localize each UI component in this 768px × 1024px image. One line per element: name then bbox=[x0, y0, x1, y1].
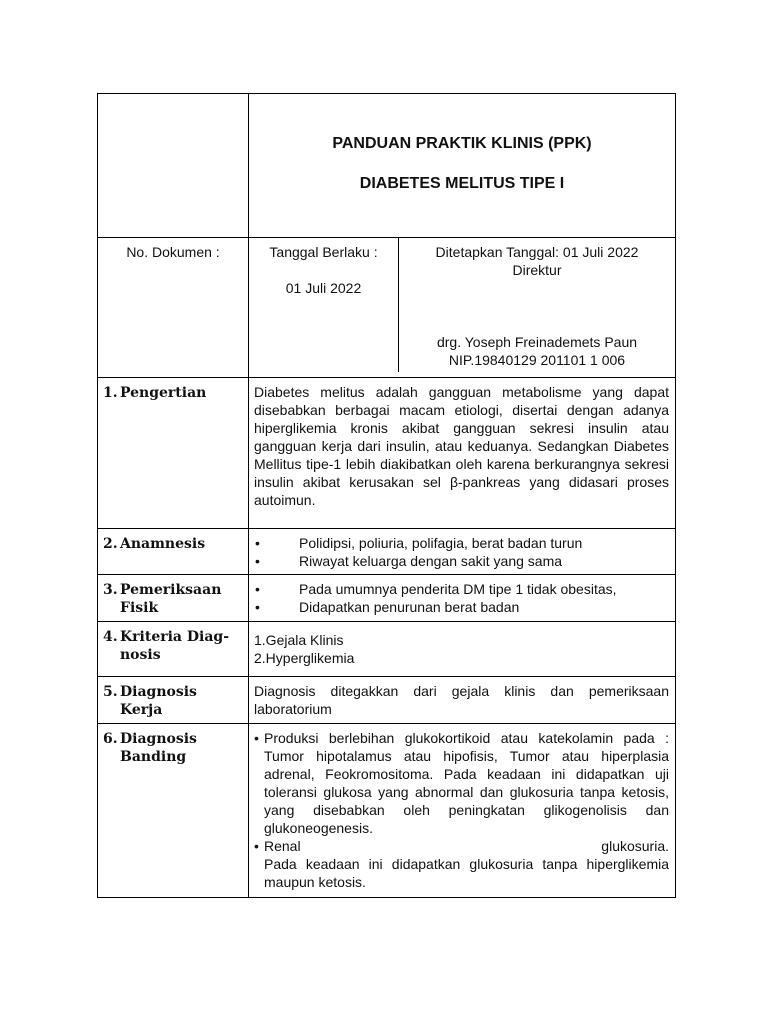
document-title: PANDUAN PRAKTIK KLINIS (PPK) bbox=[332, 135, 592, 152]
effective-date-label: Tanggal Berlaku : bbox=[269, 244, 378, 260]
row-diagnosis-kerja bbox=[98, 677, 676, 724]
list-pemeriksaan bbox=[249, 575, 676, 622]
title-row bbox=[98, 94, 676, 238]
director-label: Direktur bbox=[512, 262, 562, 278]
list-item: • Didapatkan penurunan berat badan bbox=[255, 599, 520, 615]
label-anamnesis: 2. Anamnesis bbox=[98, 529, 249, 575]
list-item: • Polidipsi, poliuria, polifagia, berat badan turun bbox=[255, 535, 583, 551]
doc-number-cell bbox=[98, 238, 249, 378]
list-item: 2.Hyperglikemia bbox=[254, 650, 355, 666]
label-pemeriksaan: 3. Pemeriksaan Fisik bbox=[98, 575, 249, 622]
meta-row bbox=[98, 238, 676, 378]
row-kriteria bbox=[98, 622, 676, 677]
row-diagnosis-banding bbox=[98, 724, 676, 898]
effective-date-cell bbox=[249, 238, 399, 372]
list-item: • Renal glukosuria. Pada keadaan ini didapatkan glukosuria tanpa hiperglikemia maupun ketosis. bbox=[254, 838, 669, 890]
ppk-document-table bbox=[97, 93, 676, 898]
meta-right-cell bbox=[249, 238, 676, 378]
row-anamnesis bbox=[98, 529, 676, 575]
list-kriteria bbox=[249, 622, 676, 677]
logo-cell bbox=[98, 94, 249, 238]
row-pemeriksaan bbox=[98, 575, 676, 622]
approved-date: Ditetapkan Tanggal: 01 Juli 2022 bbox=[435, 244, 639, 260]
text-diagnosis-kerja: Diagnosis ditegakkan dari gejala klinis dan pemeriksaan laboratorium bbox=[249, 677, 676, 724]
label-diagnosis-banding: 6. Diagnosis Banding bbox=[98, 724, 249, 898]
list-item: • Produksi berlebihan glukokortikoid atau katekolamin pada : Tumor hipotalamus atau hipofisis, Tumor atau hiperplasia adrenal, Feokromositoma. Pada keadaan ini didapatkan uji toleransi glukosa yang abnormal dan glukosuria tanpa ketosis, yang disebabkan oleh peningkatan glikogenolisis dan glukoneogenesis. bbox=[254, 730, 669, 836]
list-anamnesis bbox=[249, 529, 676, 575]
title-cell bbox=[249, 94, 676, 238]
director-name: drg. Yoseph Freinademets Paun bbox=[436, 334, 638, 350]
document-subtitle: DIABETES MELITUS TIPE I bbox=[359, 175, 565, 192]
approval-cell bbox=[399, 238, 675, 372]
doc-number-label: No. Dokumen : bbox=[126, 244, 220, 260]
director-nip: NIP.19840129 201101 1 006 bbox=[448, 352, 626, 368]
list-item: 1.Gejala Klinis bbox=[254, 632, 344, 648]
label-kriteria: 4. Kriteria Diag- nosis bbox=[98, 622, 249, 677]
row-pengertian bbox=[98, 378, 676, 529]
list-item: • Pada umumnya penderita DM tipe 1 tidak obesitas, bbox=[255, 581, 617, 597]
list-item: • Riwayat keluarga dengan sakit yang sama bbox=[255, 553, 563, 569]
effective-date-value: 01 Juli 2022 bbox=[285, 280, 362, 296]
label-diagnosis-kerja: 5. Diagnosis Kerja bbox=[98, 677, 249, 724]
text-pengertian: Diabetes melitus adalah gangguan metabolisme yang dapat disebabkan berbagai macam etiologi, disertai dengan adanya hiperglikemia kronis akibat gangguan sekresi insulin atau gangguan kerja dari insulin, atau keduanya. Sedangkan Diabetes Mellitus tipe-1 lebih diakibatkan oleh karena berkurangnya sekresi insulin akibat kerusakan sel β-pankreas yang didasari proses autoimun. bbox=[249, 378, 676, 529]
list-diagnosis-banding bbox=[249, 724, 676, 898]
label-pengertian: 1. Pengertian bbox=[98, 378, 249, 529]
